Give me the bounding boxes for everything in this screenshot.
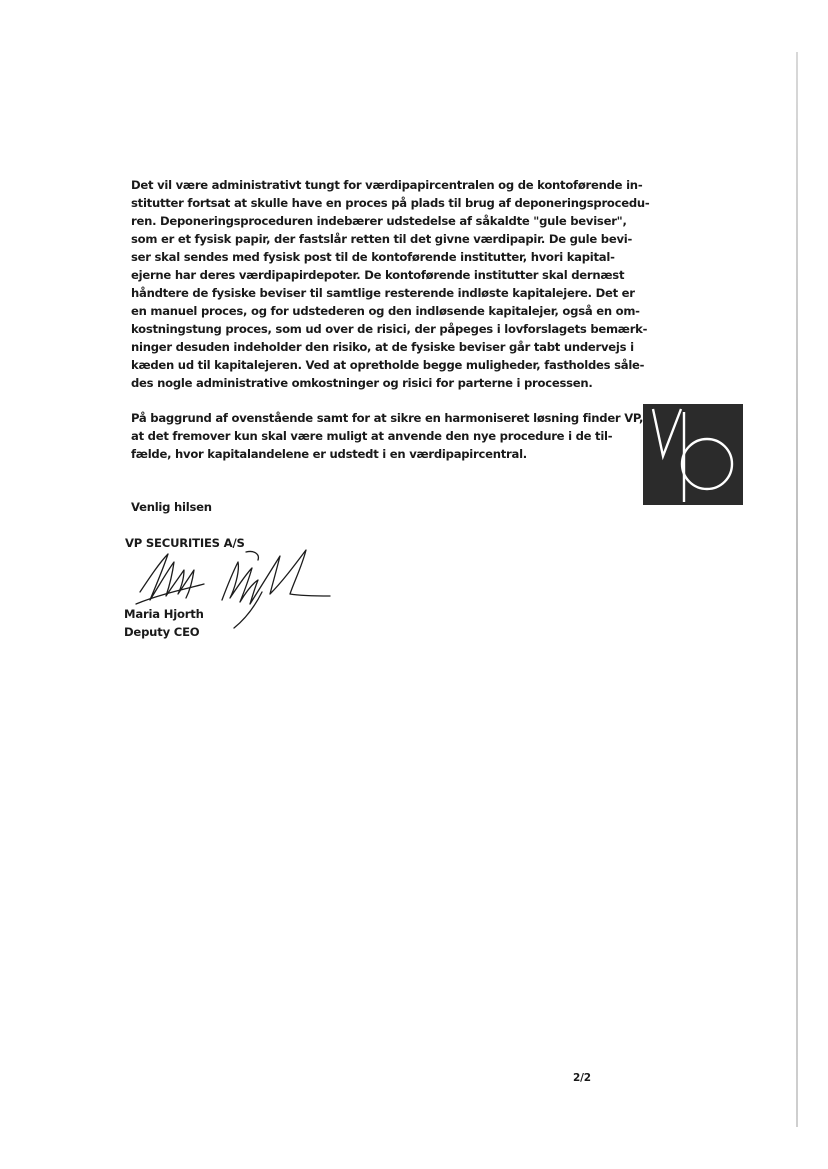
text-line: Det vil være administrativt tungt for værdipapircentralen og de kontoførende in- [131, 178, 643, 192]
signature-stroke [246, 551, 258, 560]
text-line: som er et fysisk papir, der fastslår retten til det givne værdipapir. De gule bevi- [131, 232, 633, 246]
page-number: 2/2 [573, 1072, 591, 1084]
closing-salutation: Venlig hilsen [131, 500, 212, 514]
text-line: ser skal sendes med fysisk post til de kontoførende institutter, hvori kapital- [131, 250, 615, 264]
vp-logo [643, 404, 743, 505]
text-line: des nogle administrative omkostninger og risici for parterne i processen. [131, 376, 593, 390]
company-name: VP SECURITIES A/S [125, 536, 245, 550]
page-edge-line [796, 52, 798, 1127]
text-line: På baggrund af ovenstående samt for at sikre en harmoniseret løsning finder VP, [131, 411, 644, 425]
text-line: fælde, hvor kapitalandelene er udstedt i en værdipapircentral. [131, 447, 527, 461]
logo-background [643, 404, 743, 505]
text-line: ejerne har deres værdipapirdepoter. De kontoførende institutter skal dernæst [131, 268, 625, 282]
signature-stroke [234, 592, 262, 628]
text-line: stitutter fortsat at skulle have en proces på plads til brug af deponeringsprocedu- [131, 196, 650, 210]
text-line: en manuel proces, og for udstederen og den indløsende kapitalejer, også en om- [131, 304, 640, 318]
text-line: ninger desuden indeholder den risiko, at de fysiske beviser går tabt undervejs i [131, 340, 634, 354]
text-line: kostningstung proces, som ud over de risici, der påpeges i lovforslagets bemærk- [131, 322, 648, 336]
text-line: ren. Deponeringsproceduren indebærer udstedelse af såkaldte "gule beviser", [131, 214, 627, 228]
body-paragraph-2 [131, 409, 644, 463]
signer-name: Maria Hjorth [124, 607, 204, 621]
body-paragraph-1 [131, 176, 650, 392]
text-line: kæden ud til kapitalejeren. Ved at opretholde begge muligheder, fastholdes såle- [131, 358, 645, 372]
text-line: håndtere de fysiske beviser til samtlige resterende indløste kapitalejere. Det er [131, 286, 635, 300]
signature-stroke [136, 584, 204, 604]
signature-stroke [222, 550, 330, 604]
vp-logo-graphic [643, 404, 743, 505]
text-line: at det fremover kun skal være muligt at anvende den nye procedure i de til- [131, 429, 613, 443]
signer-title: Deputy CEO [124, 625, 200, 639]
handwritten-signature [130, 532, 335, 632]
